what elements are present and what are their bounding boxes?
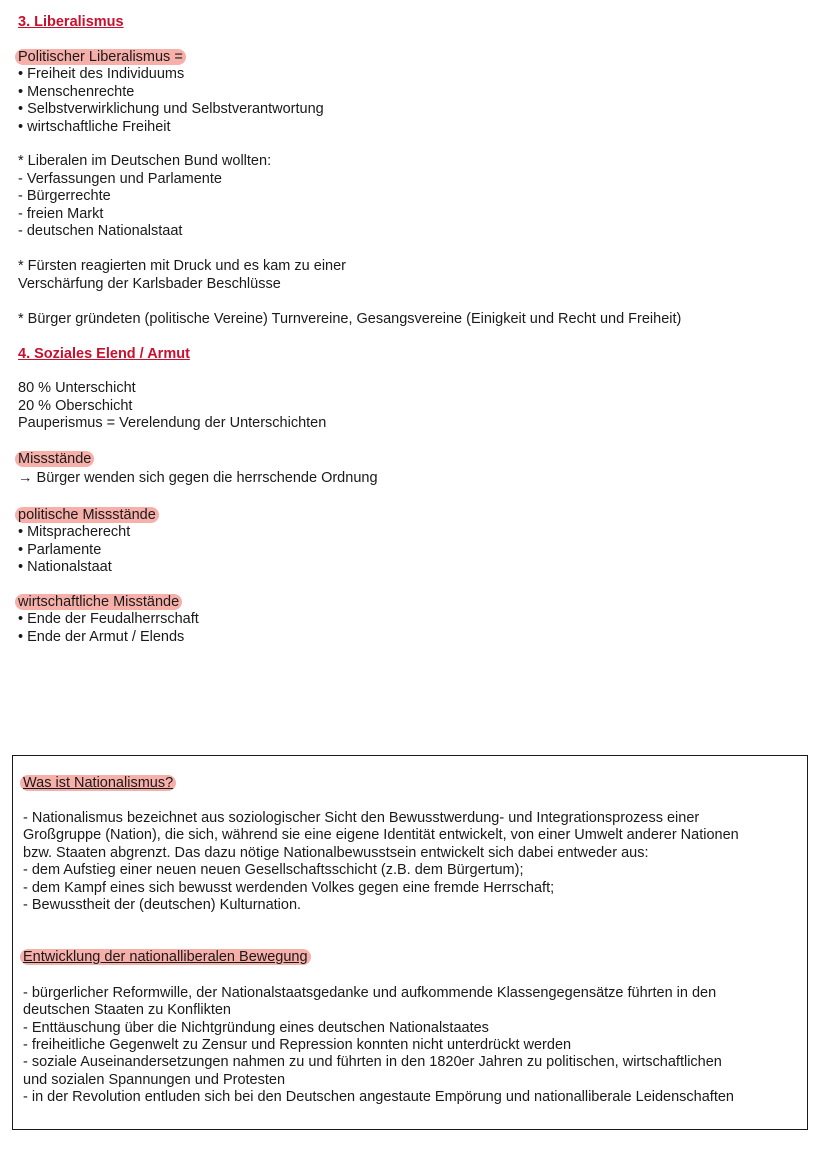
stat-line: 20 % Oberschicht <box>18 398 133 414</box>
paragraph-line: - bürgerlicher Reformwille, der Nationalstaatsgedanke und aufkommende Klassengegensätze führten in den <box>23 985 717 1001</box>
list-item: - Verfassungen und Parlamente <box>18 171 222 187</box>
grievances-label: Missstände <box>18 451 94 468</box>
princes-reaction: * Fürsten reagierten mit Druck und es kam zu einer <box>18 258 346 274</box>
list-item: • Ende der Armut / Elends <box>18 629 185 645</box>
paragraph-line: - soziale Auseinandersetzungen nahmen zu und führten in den 1820er Jahren zu politischen, wirtschaftlichen <box>23 1054 722 1070</box>
list-item: • wirtschaftliche Freiheit <box>18 119 171 135</box>
list-item: • Menschenrechte <box>18 84 135 100</box>
list-item: - Bürgerrechte <box>18 188 111 204</box>
list-item: - deutschen Nationalstaat <box>18 223 183 239</box>
grievances-text: → Bürger wenden sich gegen die herrschende Ordnung <box>18 470 378 486</box>
section-4-heading: 4. Soziales Elend / Armut <box>18 346 190 362</box>
paragraph-line: - Nationalismus bezeichnet aus soziologischer Sicht den Bewusstwerdung- und Integrationsprozess einer <box>23 810 700 826</box>
princes-reaction-cont: Verschärfung der Karlsbader Beschlüsse <box>18 276 281 292</box>
list-item: • Ende der Feudalherrschaft <box>18 611 199 627</box>
section-3-heading: 3. Liberalismus <box>18 14 124 30</box>
list-item: • Nationalstaat <box>18 559 112 575</box>
stat-line: 80 % Unterschicht <box>18 380 136 396</box>
paragraph-line: - dem Kampf eines sich bewusst werdenden Volkes gegen eine fremde Herrschaft; <box>23 880 555 896</box>
paragraph-line: - dem Aufstieg einer neuen neuen Gesellschaftsschicht (z.B. dem Bürgertum); <box>23 862 524 878</box>
paragraph-line: - freiheitliche Gegenwelt zu Zensur und Repression konnten nicht unterdrückt werden <box>23 1037 572 1053</box>
list-item: • Selbstverwirklichung und Selbstverantwortung <box>18 101 324 117</box>
citizens-clubs: * Bürger gründeten (politische Vereine) Turnvereine, Gesangsvereine (Einigkeit und Recht und Freiheit) <box>18 311 682 327</box>
paragraph-line: deutschen Staaten zu Konflikten <box>23 1002 231 1018</box>
economic-grievances-label: wirtschaftliche Misstände <box>18 594 182 611</box>
list-item: • Parlamente <box>18 542 102 558</box>
info-box <box>12 755 808 1130</box>
liberals-intro: * Liberalen im Deutschen Bund wollten: <box>18 153 272 169</box>
paragraph-line: - in der Revolution entluden sich bei den Deutschen angestaute Empörung und nationalliberale Leidenschaften <box>23 1089 734 1105</box>
political-liberalism-label: Politischer Liberalismus = <box>18 49 186 66</box>
paragraph-line: Großgruppe (Nation), die sich, während sie eine eigene Identität entwickelt, von einer Umwelt anderer Nationen <box>23 827 739 843</box>
paragraph-line: und sozialen Spannungen und Protesten <box>23 1072 286 1088</box>
list-item: - freien Markt <box>18 206 104 222</box>
stat-line: Pauperismus = Verelendung der Unterschichten <box>18 415 327 431</box>
nationalism-heading: Was ist Nationalismus? <box>23 775 176 792</box>
list-item: • Mitspracherecht <box>18 524 131 540</box>
paragraph-line: - Bewusstheit der (deutschen) Kulturnation. <box>23 897 302 913</box>
paragraph-line: bzw. Staaten abgrenzt. Das dazu nötige Nationalbewusstsein entwickelt sich dabei entweder aus: <box>23 845 649 861</box>
list-item: • Freiheit des Individuums <box>18 66 185 82</box>
paragraph-line: - Enttäuschung über die Nichtgründung eines deutschen Nationalstaates <box>23 1020 489 1036</box>
movement-heading: Entwicklung der nationalliberalen Bewegung <box>23 949 311 966</box>
political-grievances-label: politische Missstände <box>18 507 159 524</box>
